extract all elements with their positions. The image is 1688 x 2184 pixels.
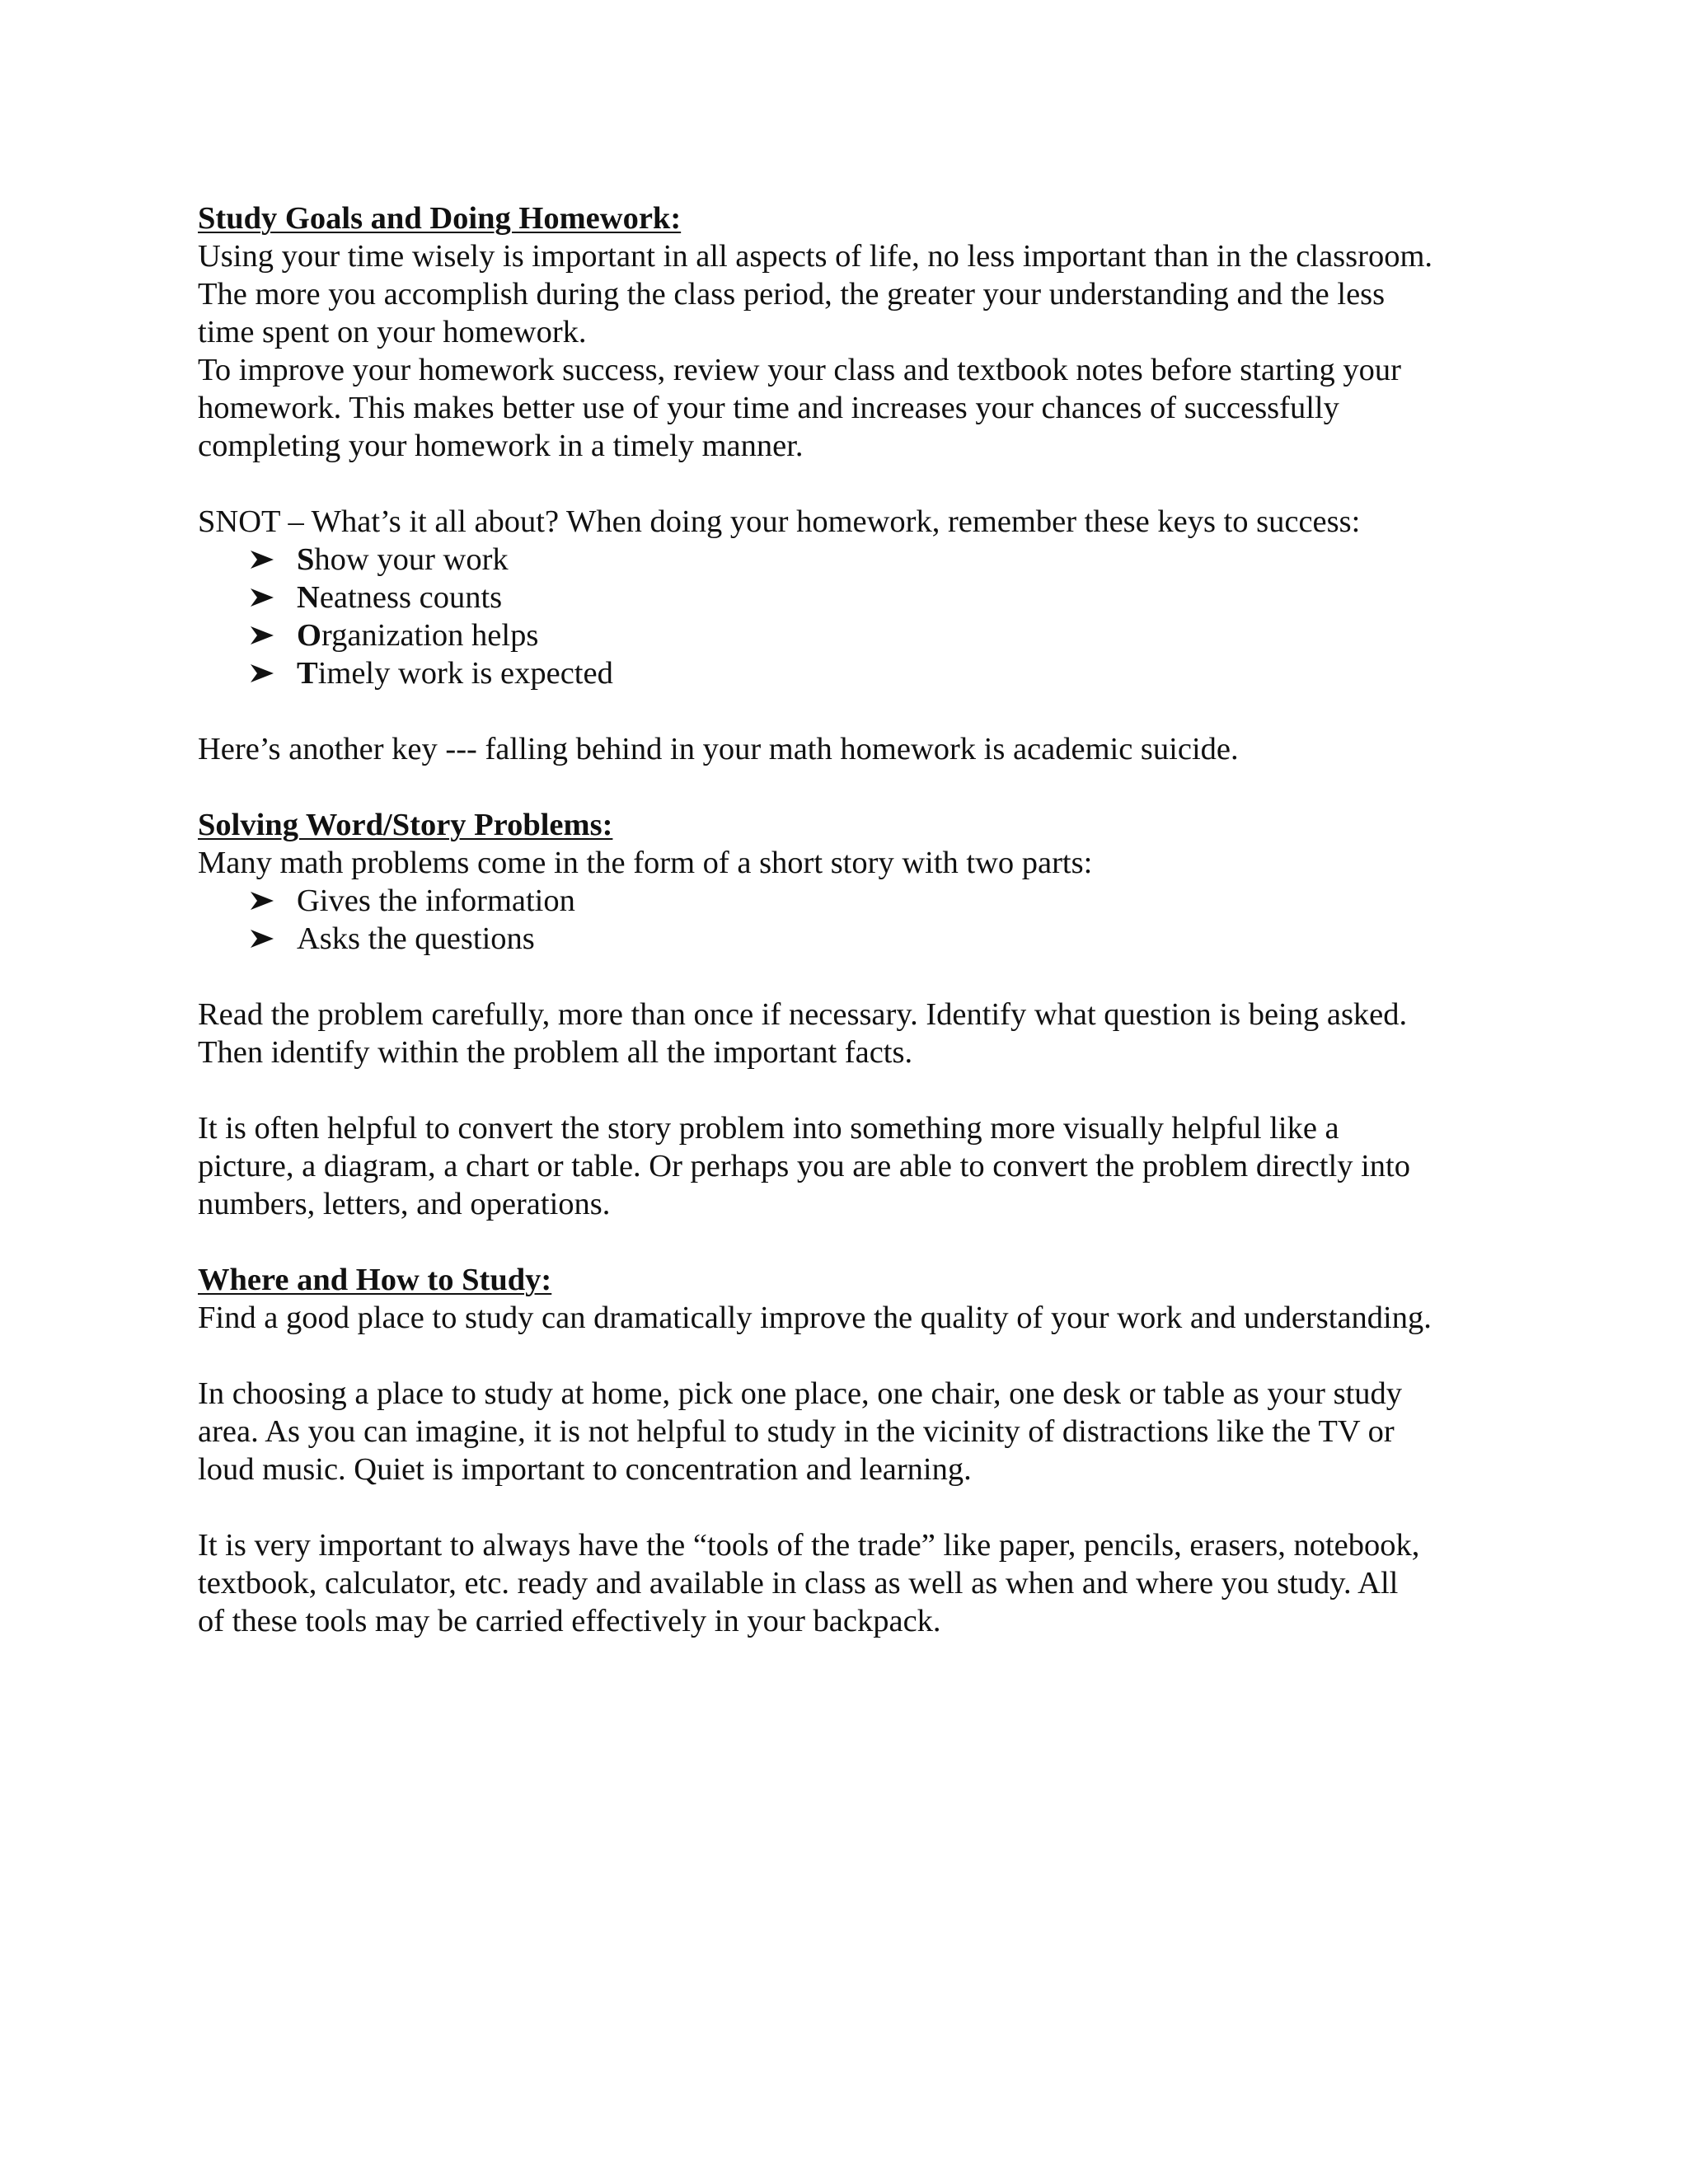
section-heading-where-how: Where and How to Study: bbox=[198, 1263, 552, 1297]
list-item bbox=[198, 882, 1533, 920]
list-item bbox=[198, 616, 1533, 654]
paragraph-line: In choosing a place to study at home, pick one place, one chair, one desk or table as your study bbox=[198, 1376, 1403, 1411]
paragraph-line: loud music. Quiet is important to concentration and learning. bbox=[198, 1452, 972, 1487]
snot-item-text: rganization helps bbox=[321, 618, 539, 653]
snot-intro: SNOT – What’s it all about? When doing your homework, remember these keys to success: bbox=[198, 504, 1361, 539]
paragraph-line: homework. This makes better use of your time and increases your chances of successfully bbox=[198, 391, 1339, 425]
snot-item-text: eatness counts bbox=[319, 580, 503, 615]
snot-key-letter: T bbox=[297, 656, 318, 691]
list-item-text: Asks the questions bbox=[297, 921, 535, 956]
arrow-bullet-icon bbox=[251, 882, 275, 920]
arrow-bullet-icon bbox=[251, 541, 275, 579]
paragraph-line: time spent on your homework. bbox=[198, 315, 587, 349]
paragraph-line: To improve your homework success, review your class and textbook notes before starting your bbox=[198, 353, 1401, 387]
paragraph-line: Read the problem carefully, more than once if necessary. Identify what question is being asked. bbox=[198, 997, 1408, 1032]
snot-key-letter: N bbox=[297, 580, 320, 615]
paragraph-line: Find a good place to study can dramatically improve the quality of your work and understanding. bbox=[198, 1301, 1432, 1335]
paragraph-line: Many math problems come in the form of a short story with two parts: bbox=[198, 846, 1093, 880]
paragraph-line: of these tools may be carried effectively in your backpack. bbox=[198, 1604, 941, 1638]
paragraph-line: picture, a diagram, a chart or table. Or perhaps you are able to convert the problem directly into bbox=[198, 1149, 1410, 1183]
paragraph-line: It is very important to always have the “tools of the trade” like paper, pencils, erasers, notebook, bbox=[198, 1528, 1420, 1563]
snot-item-text: imely work is expected bbox=[317, 656, 613, 691]
paragraph-line: textbook, calculator, etc. ready and available in class as well as when and where you study. All bbox=[198, 1566, 1399, 1601]
snot-key-letter: O bbox=[297, 618, 321, 653]
paragraph-line: Using your time wisely is important in all aspects of life, no less important than in the classroom. bbox=[198, 239, 1433, 274]
arrow-bullet-icon bbox=[251, 654, 275, 692]
snot-key-letter: S bbox=[297, 542, 315, 577]
section-heading-study-goals: Study Goals and Doing Homework: bbox=[198, 201, 682, 236]
list-item bbox=[198, 541, 1533, 579]
paragraph-line: numbers, letters, and operations. bbox=[198, 1187, 611, 1221]
snot-list bbox=[198, 541, 1533, 692]
paragraph-line: Then identify within the problem all the important facts. bbox=[198, 1035, 913, 1070]
list-item bbox=[198, 579, 1533, 616]
paragraph-line: It is often helpful to convert the story problem into something more visually helpful like a bbox=[198, 1111, 1339, 1146]
story-parts-list bbox=[198, 882, 1533, 958]
snot-item-text: how your work bbox=[314, 542, 509, 577]
arrow-bullet-icon bbox=[251, 579, 275, 616]
list-item bbox=[198, 920, 1533, 958]
paragraph-line: The more you accomplish during the class period, the greater your understanding and the less bbox=[198, 277, 1386, 312]
document-page bbox=[198, 199, 1533, 1640]
paragraph-line: Here’s another key --- falling behind in your math homework is academic suicide. bbox=[198, 732, 1239, 766]
arrow-bullet-icon bbox=[251, 616, 275, 654]
section-heading-word-problems: Solving Word/Story Problems: bbox=[198, 808, 613, 842]
list-item bbox=[198, 654, 1533, 692]
arrow-bullet-icon bbox=[251, 920, 275, 958]
paragraph-line: area. As you can imagine, it is not helpful to study in the vicinity of distractions like the TV or bbox=[198, 1414, 1395, 1449]
list-item-text: Gives the information bbox=[297, 883, 575, 918]
paragraph-line: completing your homework in a timely manner. bbox=[198, 429, 804, 463]
